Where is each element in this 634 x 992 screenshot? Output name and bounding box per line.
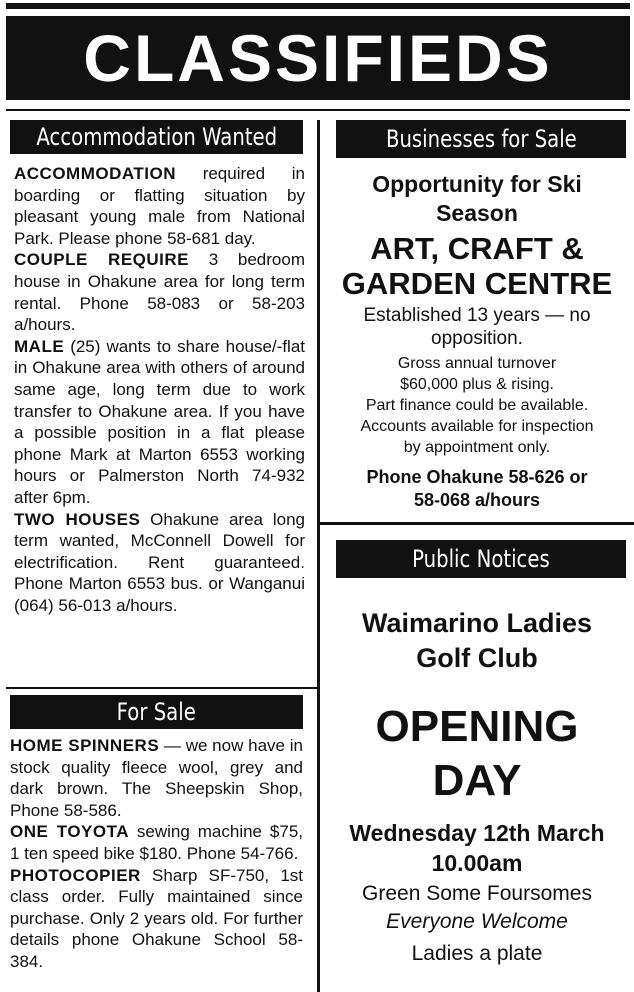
businesses-header	[336, 120, 626, 158]
business-subtitle	[320, 170, 634, 228]
business-headline	[320, 231, 634, 301]
business-established-line: Established 13 years — no	[363, 305, 591, 326]
accommodation-ads	[14, 163, 305, 616]
for-sale-ads	[10, 735, 303, 973]
list-item	[14, 163, 305, 249]
club-name-line: Golf Club	[416, 643, 538, 673]
business-established	[320, 304, 634, 350]
business-detail-line: Gross annual turnover	[397, 355, 557, 372]
ad-lead: ONE TOYOTA	[10, 822, 130, 842]
business-detail-line: $60,000 plus & rising.	[400, 376, 554, 393]
event-date-line: Wednesday 12th March	[349, 820, 605, 846]
event-format	[320, 880, 634, 936]
ad-body: required in boarding or flatting situation by pleasant young male from National Park. Please phone 58-681 day.	[14, 164, 305, 248]
list-item	[10, 821, 303, 864]
ad-lead: HOME SPINNERS	[10, 736, 160, 755]
businesses-header-label: Businesses for Sale	[385, 125, 577, 153]
ad-body: sewing machine $75, 1 ten speed bike $180. Phone 54-766.	[10, 822, 303, 863]
ad-lead: ACCOMMODATION	[14, 164, 176, 183]
ad-lead: COUPLE REQUIRE	[14, 250, 190, 270]
ad-body: Ohakune area long term wanted, McConnell Dowell for electrification. Rent guaranteed. Phone Marton 6553 bus. or Wanganui (064) 56-013 a/hours.	[14, 509, 305, 615]
accommodation-header-label: Accommodation Wanted	[36, 123, 277, 151]
ad-lead: TWO HOUSES	[14, 509, 141, 529]
business-phone	[320, 466, 634, 512]
club-name	[320, 606, 634, 676]
divider	[6, 687, 317, 689]
club-name-line: Waimarino Ladies	[361, 608, 593, 638]
business-established-line: opposition.	[431, 328, 523, 349]
list-item	[10, 865, 303, 973]
accommodation-header	[10, 120, 303, 154]
ad-body: — we now have in stock quality fleece wool, grey and dark brown. The Sheepskin Shop, Phone 58-586.	[10, 736, 303, 820]
top-rule	[6, 3, 630, 9]
ad-body: Sharp SF-750, 1st class order. Fully maintained since purchase. Only 2 years old. For further details phone Ohakune School 58-384.	[10, 865, 303, 971]
event-welcome-line: Everyone Welcome	[386, 910, 568, 933]
divider	[320, 522, 634, 525]
event-title-line: OPENING	[375, 702, 579, 751]
ad-body: 3 bedroom house in Ohakune area for long term rental. Phone 58-083 or 58-203 a/hours.	[14, 250, 305, 335]
business-headline-line: ART, CRAFT &	[370, 231, 584, 266]
event-title	[320, 700, 634, 808]
list-item	[10, 735, 303, 821]
public-notices-header-label: Public Notices	[412, 545, 550, 573]
list-item	[14, 509, 305, 617]
business-phone-line: Phone Ohakune 58-626 or	[366, 467, 588, 487]
for-sale-header-label: For Sale	[116, 698, 197, 726]
for-sale-header	[10, 695, 303, 729]
business-details	[320, 353, 634, 458]
ad-body: (25) wants to share house/-flat in Ohakune area with others of around same age, long term due to work transfer to Ohakune area. If you have a possible position in a flat please phone Mark at Marton 6553 working hours or Palmerston North 74-932 after 6pm.	[14, 336, 305, 507]
event-format-line: Green Some Foursomes	[362, 882, 592, 905]
public-notices-header	[336, 540, 626, 578]
business-subtitle-line: Opportunity for Ski	[372, 171, 582, 197]
business-phone-line: 58-068 a/hours	[413, 490, 541, 510]
business-detail-line: Accounts available for inspection	[360, 418, 594, 435]
page-title: CLASSIFIEDS	[6, 16, 630, 100]
list-item	[14, 336, 305, 509]
business-subtitle-line: Season	[436, 200, 518, 226]
business-detail-line: Part finance could be available.	[365, 397, 589, 414]
event-plate: Ladies a plate	[411, 942, 543, 965]
ad-lead: MALE	[14, 336, 65, 356]
event-title-line: DAY	[432, 756, 522, 805]
event-time-line: 10.00am	[431, 850, 523, 876]
event-date	[320, 818, 634, 878]
list-item	[14, 249, 305, 335]
ad-lead: PHOTOCOPIER	[10, 865, 141, 885]
business-detail-line: by appointment only.	[403, 439, 551, 456]
business-headline-line: GARDEN CENTRE	[341, 266, 613, 301]
divider	[6, 109, 630, 111]
